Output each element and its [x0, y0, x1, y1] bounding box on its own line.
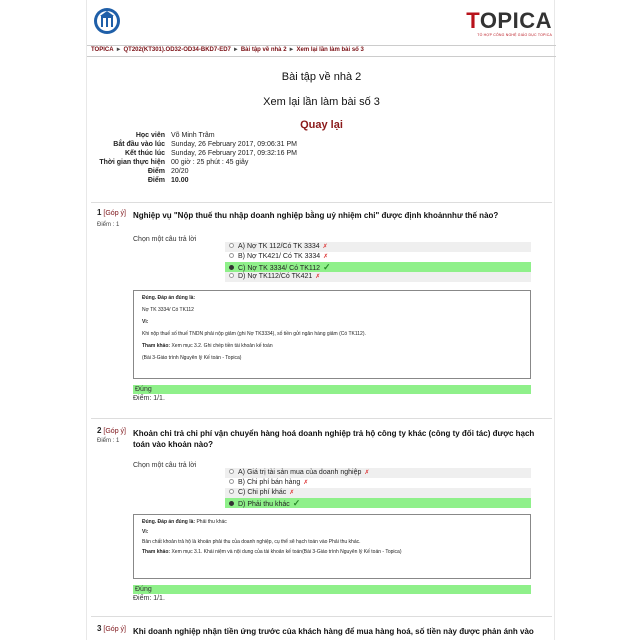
- info-row-end: [87, 149, 556, 158]
- radio-button[interactable]: [229, 243, 234, 248]
- answer-letter: C): [238, 489, 246, 496]
- brand-name-rest: OPICA: [479, 8, 552, 33]
- info-row-duration: [87, 158, 556, 167]
- radio-button-selected[interactable]: [229, 501, 234, 506]
- info-label: Kết thúc lúc: [124, 150, 165, 157]
- info-value: 00 giờ : 25 phút : 45 giây: [171, 159, 249, 166]
- feedback-explanation: Bản chất khoản trả hộ là khoản phải thu của doanh nghiệp, cụ thể sẽ hạch toán vào Phải thu khác.: [142, 539, 361, 545]
- info-label: Bắt đầu vào lúc: [113, 141, 165, 148]
- answer-text: Nợ TK421/ Có TK 3334: [246, 253, 321, 260]
- question-points: Điểm: 1/1.: [133, 595, 165, 602]
- question-score: Điểm : 1: [97, 222, 120, 228]
- answer-option-selected[interactable]: [225, 498, 531, 508]
- breadcrumb-separator: ►: [288, 47, 295, 53]
- radio-button[interactable]: [229, 253, 234, 258]
- answer-list: [225, 468, 531, 508]
- question-text: Nghiệp vụ "Nộp thuế thu nhập doanh nghiệp bằng uỷ nhiệm chi" được định khoảnnhư thế nào?: [133, 211, 499, 220]
- info-value: 20/20: [171, 168, 189, 175]
- result-banner: Đúng: [133, 585, 531, 594]
- brand-name: [466, 10, 552, 32]
- radio-button[interactable]: [229, 479, 234, 484]
- result-banner: Đúng: [133, 385, 531, 394]
- radio-button[interactable]: [229, 469, 234, 474]
- info-row-start: [87, 140, 556, 149]
- feedback-correct-answer: Phải thu khác: [196, 519, 227, 525]
- info-label: Điểm: [147, 168, 165, 175]
- incorrect-icon: ✗: [323, 254, 329, 260]
- answer-list: [225, 242, 531, 282]
- feedback-reference-label: Tham khảo:: [142, 549, 171, 555]
- question-number: [97, 208, 126, 217]
- question-divider: [91, 418, 552, 419]
- question-score: Điểm : 1: [97, 438, 120, 444]
- feedback-explanation: Khi nộp thuế số thuế TNDN phải nộp giảm (ghi Nợ TK3334), số tiền gửi ngân hàng giảm (Có TK112).: [142, 331, 366, 337]
- answer-prompt: Chọn một câu trả lời: [133, 462, 197, 469]
- answer-text: Giá trị tài sản mua của doanh nghiệp: [246, 469, 362, 476]
- feedback-reference-label: Tham khảo:: [142, 343, 171, 349]
- feedback-reference: Xem mục 3.2. Ghi chép tiền tài khoản kế toán: [171, 343, 273, 349]
- answer-feedback: [133, 514, 531, 579]
- question-number-value: 1: [97, 208, 102, 217]
- question-2: [87, 426, 556, 606]
- answer-letter: A): [238, 469, 245, 476]
- radio-button-selected[interactable]: [229, 265, 234, 270]
- question-divider: [91, 616, 552, 617]
- question-1: [87, 208, 556, 408]
- question-number-value: 3: [97, 624, 102, 633]
- answer-text: Chi phí bán hàng: [246, 479, 301, 486]
- breadcrumb-item-quiz[interactable]: Bài tập về nhà 2: [240, 47, 287, 53]
- info-value: Sunday, 26 February 2017, 09:06:31 PM: [171, 141, 297, 148]
- incorrect-icon: ✗: [364, 470, 370, 476]
- breadcrumb: [87, 45, 556, 57]
- answer-letter: D): [238, 501, 246, 508]
- answer-option-selected[interactable]: [225, 262, 531, 272]
- incorrect-icon: ✗: [315, 274, 321, 280]
- answer-option[interactable]: [225, 242, 531, 252]
- info-label: Thời gian thực hiện: [99, 159, 165, 166]
- breadcrumb-item-home[interactable]: TOPICA: [91, 47, 114, 53]
- feedback-link[interactable]: [Góp ý]: [103, 210, 126, 217]
- topica-brand[interactable]: [466, 10, 552, 37]
- radio-button[interactable]: [229, 489, 234, 494]
- incorrect-icon: ✗: [303, 480, 309, 486]
- answer-letter: D): [238, 273, 246, 280]
- back-link[interactable]: Quay lại: [300, 119, 343, 131]
- incorrect-icon: ✗: [289, 490, 295, 496]
- feedback-link[interactable]: [Góp ý]: [103, 428, 126, 435]
- feedback-reference-extra: (Bài 3-Giáo trình Nguyên lý Kế toán - Topica): [142, 355, 242, 361]
- question-points: Điểm: 1/1.: [133, 395, 165, 402]
- feedback-why-label: Vì:: [142, 319, 149, 325]
- question-number-value: 2: [97, 426, 102, 435]
- answer-text: Phải thu khác: [247, 501, 290, 508]
- answer-option[interactable]: [225, 272, 531, 282]
- feedback-reference: Xem mục 3.1. Khái niệm và nội dung của tài khoản kế toán(Bài 3-Giáo trình Nguyên lý Kế toán - Topica): [171, 549, 402, 555]
- question-divider: [91, 202, 552, 203]
- brand-name-first: T: [466, 8, 480, 33]
- answer-option[interactable]: [225, 488, 531, 498]
- info-label: Học viên: [135, 132, 165, 139]
- answer-option[interactable]: [225, 478, 531, 488]
- feedback-correct-label: Đúng. Đáp án đúng là:: [142, 295, 196, 301]
- answer-letter: B): [238, 253, 245, 260]
- info-row-score: [87, 167, 556, 176]
- breadcrumb-separator: ►: [115, 47, 122, 53]
- breadcrumb-item-current: Xem lại lần làm bài số 3: [296, 47, 364, 53]
- breadcrumb-separator: ►: [232, 47, 239, 53]
- header: [87, 0, 556, 44]
- question-text: Khoản chi trả chi phí vận chuyển hàng hoá doanh nghiệp trả hộ công ty khác (công ty đối tác) được hạch toán vào khoản nào?: [133, 429, 535, 449]
- page-title: Bài tập về nhà 2: [281, 71, 362, 83]
- page-subtitle: Xem lại lần làm bài số 3: [263, 96, 380, 108]
- answer-letter: B): [238, 479, 245, 486]
- answer-letter: A): [238, 243, 245, 250]
- feedback-correct-label: Đúng. Đáp án đúng là:: [142, 519, 196, 525]
- answer-text: Chi phí khác: [247, 489, 287, 496]
- university-logo-icon[interactable]: [93, 6, 121, 36]
- breadcrumb-item-course[interactable]: QT202(KT301).OD32-OD34-BKD7-ED7: [123, 47, 231, 53]
- info-row-student: [87, 131, 556, 140]
- answer-feedback: [133, 290, 531, 379]
- info-value: Sunday, 26 February 2017, 09:32:16 PM: [171, 150, 297, 157]
- answer-text: Nợ TK112/Có TK421: [247, 273, 313, 280]
- answer-text: Nợ TK 112/Có TK 3334: [246, 243, 320, 250]
- answer-option[interactable]: [225, 252, 531, 262]
- answer-letter: C): [238, 265, 246, 272]
- attempt-info-table: [87, 131, 556, 185]
- feedback-correct-answer: Nợ TK 3334/ Có TK112: [142, 307, 194, 313]
- info-label: Điểm: [147, 177, 165, 184]
- incorrect-icon: ✗: [322, 244, 328, 250]
- brand-tagline: TỔ HỢP CÔNG NGHỆ GIÁO DỤC TOPICA: [477, 33, 552, 37]
- correct-check-icon: ✓: [292, 498, 301, 508]
- question-3: [87, 624, 556, 640]
- info-value: Võ Minh Trâm: [171, 132, 215, 139]
- answer-option[interactable]: [225, 468, 531, 478]
- info-value: 10.00: [171, 177, 189, 184]
- info-row-grade: [87, 176, 556, 185]
- question-text: Khi doanh nghiệp nhận tiền ứng trước của khách hàng để mua hàng hoá, số tiền này được phản ánh vào: [133, 627, 534, 636]
- radio-button[interactable]: [229, 273, 234, 278]
- answer-text: Nợ TK 3334/ Có TK112: [247, 265, 321, 272]
- feedback-why-label: Vì:: [142, 529, 149, 535]
- answer-prompt: Chọn một câu trả lời: [133, 236, 197, 243]
- question-number: [97, 624, 126, 633]
- feedback-link[interactable]: [Góp ý]: [103, 626, 126, 633]
- page: [86, 0, 555, 640]
- correct-check-icon: ✓: [323, 262, 331, 272]
- question-number: [97, 426, 126, 435]
